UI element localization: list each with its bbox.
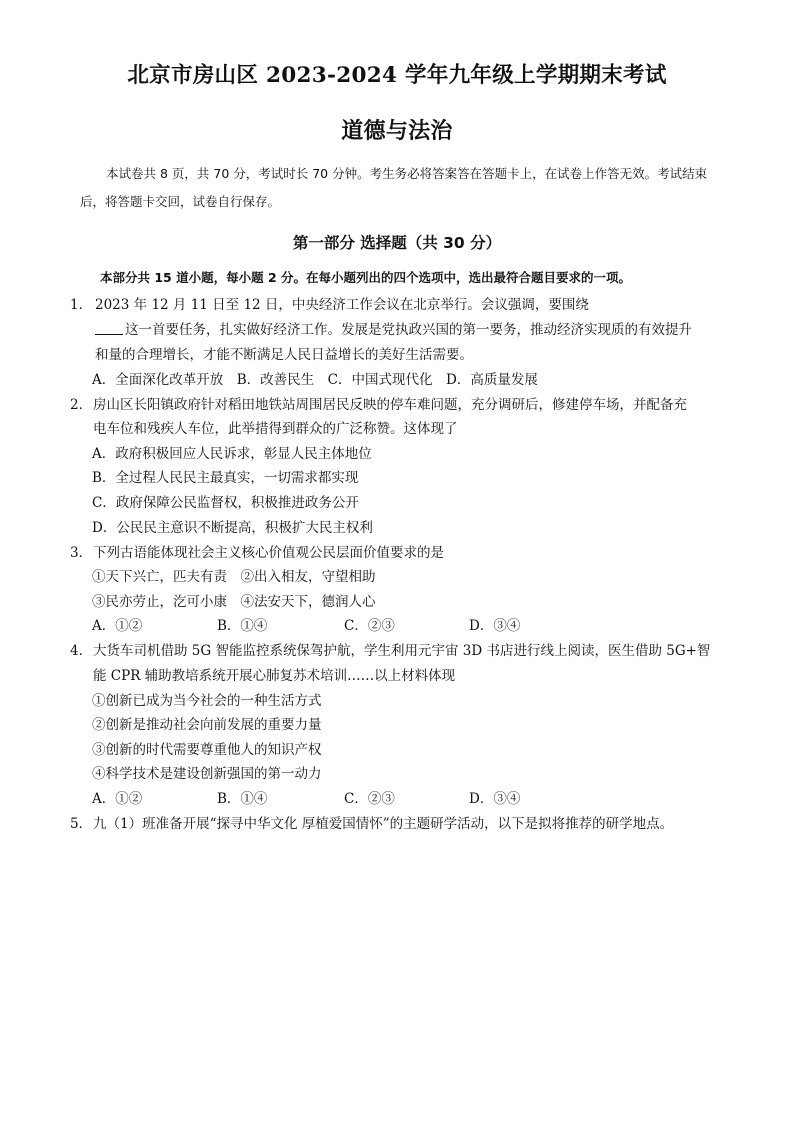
statement-list: ③民亦劳止，汔可小康 ④法安天下，德润人心 — [92, 594, 376, 610]
answer-option: B．全过程人民民主最真实，一切需求都实现 — [92, 470, 359, 486]
statement: ②创新是推动社会向前发展的重要力量 — [92, 717, 322, 733]
answer-option: D．③④ — [469, 791, 521, 807]
question-text: 房山区长阳镇政府针对稻田地铁站周围居民反映的停车难问题，充分调研后，修建停车场，并配备充 — [93, 397, 687, 413]
question-text: 大货车司机借助 5G 智能监控系统保驾护航，学生利用元宇宙 3D 书店进行线上阅读，医生借助 5G+智 — [93, 643, 711, 659]
answer-option: C．政府保障公民监督权，积极推进政务公开 — [92, 495, 359, 511]
statement-list: ①天下兴亡，匹夫有责 ②出入相友，守望相助 — [92, 569, 376, 585]
statement: ①创新已成为当今社会的一种生活方式 — [92, 693, 322, 709]
answer-option: B．①④ — [217, 791, 268, 807]
statement: ③创新的时代需要尊重他人的知识产权 — [92, 742, 322, 758]
answer-option: A．①② — [92, 618, 143, 634]
question-text: 这一首要任务，扎实做好经济工作。发展是党执政兴国的第一要务，推动经济实现质的有效提升 — [95, 318, 692, 338]
answer-option: A．政府积极回应人民诉求，彰显人民主体地位 — [92, 446, 372, 462]
question-number: 4． — [70, 643, 93, 659]
exam-instructions: 本试卷共 8 页，共 70 分，考试时长 70 分钟。考生务必将答案答在答题卡上，在试卷上作答无效。考试结束后，将答题卡交回，试卷自行保存。 — [80, 166, 708, 209]
section-title: 第一部分 选择题（共 30 分） — [292, 234, 502, 252]
answer-option: B．①④ — [217, 618, 268, 634]
question-number: 1． — [70, 297, 93, 313]
subject-title: 道德与法治 — [341, 118, 453, 144]
question-number: 3． — [70, 545, 93, 561]
section-note: 本部分共 15 道小题，每小题 2 分。在每小题列出的四个选项中，选出最符合题目要求的一项。 — [100, 270, 632, 285]
question-text: 和量的合理增长，才能不断满足人民日益增长的美好生活需要。 — [95, 347, 473, 363]
question-text: 九（1）班准备开展“探寻中华文化 厚植爱国情怀”的主题研学活动，以下是拟将推荐的研学地点。 — [93, 816, 674, 832]
question-text: 下列古语能体现社会主义核心价值观公民层面价值要求的是 — [93, 545, 444, 561]
question-number: 2． — [70, 397, 93, 413]
answer-option: D．公民民主意识不断提高，积极扩大民主权利 — [92, 520, 373, 536]
answer-option: A．①② — [92, 791, 143, 807]
question-text: 电车位和残疾人车位，此举措得到群众的广泛称赞。这体现了 — [93, 421, 458, 437]
statement: ④科学技术是建设创新强国的第一动力 — [92, 766, 322, 782]
question-number: 5． — [70, 816, 93, 832]
question-text: 2023 年 12 月 11 日至 12 日，中央经济工作会议在北京举行。会议强调，要围绕 — [95, 297, 589, 313]
answer-blank — [95, 322, 123, 335]
answer-option: D．③④ — [469, 618, 521, 634]
question-text: 能 CPR 辅助教培系统开展心肺复苏术培训……以上材料体现 — [93, 668, 456, 684]
answer-option: C．②③ — [344, 618, 395, 634]
answer-option: C．②③ — [344, 791, 395, 807]
answer-options: A．全面深化改革开放 B．改善民生 C．中国式现代化 D．高质量发展 — [92, 372, 538, 388]
exam-title: 北京市房山区 2023-2024 学年九年级上学期期末考试 — [127, 63, 667, 88]
